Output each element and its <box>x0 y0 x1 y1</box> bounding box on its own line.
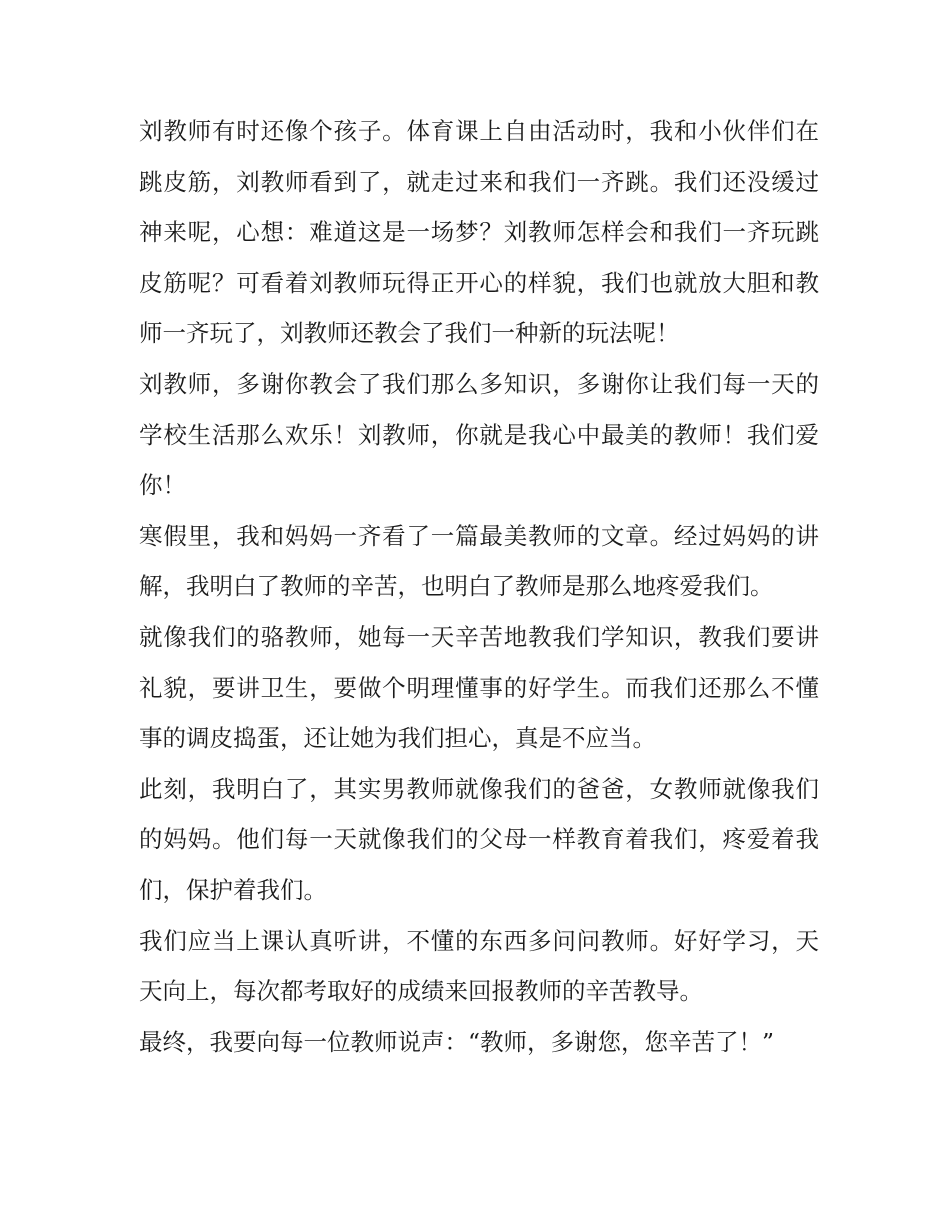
paragraph-5: 此刻，我明白了，其实男教师就像我们的爸爸，女教师就像我们的妈妈。他们每一天就像我们的父母一样教育着我们，疼爱着我们，保护着我们。 <box>139 774 819 904</box>
paragraph-2: 刘教师，多谢你教会了我们那么多知识，多谢你让我们每一天的学校生活那么欢乐！刘教师，你就是我心中最美的教师！我们爱你！ <box>139 369 819 500</box>
paragraph-6: 我们应当上课认真听讲，不懂的东西多问问教师。好好学习，天天向上，每次都考取好的成绩来回报教师的辛苦教导。 <box>139 926 819 1006</box>
paragraph-7: 最终，我要向每一位教师说声：“教师，多谢您，您辛苦了！” <box>139 1027 775 1056</box>
paragraph-4: 就像我们的骆教师，她每一天辛苦地教我们学知识，教我们要讲礼貌，要讲卫生，要做个明理懂事的好学生。而我们还那么不懂事的调皮捣蛋，还让她为我们担心，真是不应当。 <box>139 622 819 753</box>
document-body <box>139 106 819 1067</box>
paragraph-3: 寒假里，我和妈妈一齐看了一篇最美教师的文章。经过妈妈的讲解，我明白了教师的辛苦，也明白了教师是那么地疼爱我们。 <box>139 521 819 601</box>
paragraph-1: 刘教师有时还像个孩子。体育课上自由活动时，我和小伙伴们在跳皮筋，刘教师看到了，就走过来和我们一齐跳。我们还没缓过神来呢，心想：难道这是一场梦？刘教师怎样会和我们一齐玩跳皮筋呢？可看着刘教师玩得正开心的样貌，我们也就放大胆和教师一齐玩了，刘教师还教会了我们一种新的玩法呢！ <box>139 117 819 348</box>
